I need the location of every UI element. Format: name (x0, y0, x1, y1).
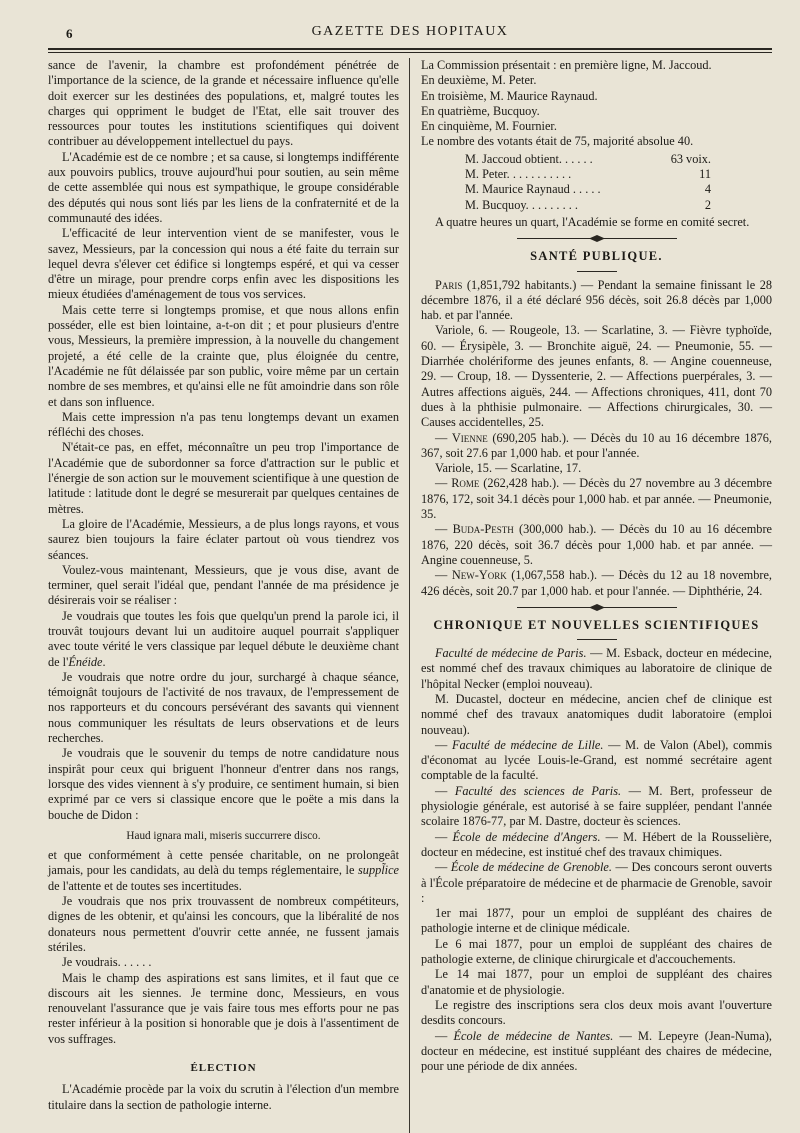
text-run: (300,000 hab.). — Décès du 10 au 16 décembre 1876, 220 décès, soit 36.7 décès pour 1,000 hab. et par année. — Angine couenneuse, 5. (421, 522, 772, 567)
city-name: New-York (451, 568, 507, 583)
city-name: Vienne (451, 430, 488, 445)
vote-count: 11 (699, 167, 711, 182)
paragraph: A quatre heures un quart, l'Académie se forme en comité secret. (435, 214, 750, 229)
italic-institution: École de médecine de Nantes. (453, 1028, 614, 1043)
header-rule (48, 48, 772, 50)
paragraph: Je voudrais que le souvenir du temps de notre candidature nous inspirât pour ceux qui briguent l'honneur d'entrer dans nos rangs, lorsque des vides viennent à s'y produire, ce sentiment humain, si bien exprimé par ce vers si classique encore que le poëte a mis dans la bouche de Didon : (48, 746, 399, 822)
paragraph: — Vienne (690,205 hab.). — Décès du 10 au 16 décembre 1876, 367, soit 27.6 par 1,000 hab. et pour l'année. (421, 430, 772, 460)
paragraph: En deuxième, M. Peter. (421, 73, 537, 88)
paragraph: — École de médecine d'Angers. — M. Hébert de la Rousselière, docteur en médecine, est institué chef des travaux chimiques. (421, 829, 773, 859)
italic-institution: École de médecine d'Angers. (452, 829, 601, 844)
left-column (48, 58, 399, 1113)
text-run: — M. de Valon (Abel), commis d'économat au lycée Louis-le-Grand, est nommé secrétaire agent comptable de la faculté. (421, 737, 772, 783)
right-column (421, 58, 772, 1113)
city-name: Paris (435, 277, 463, 292)
text-run: — M. Esback, docteur en médecine, est nommé chef des travaux chimiques au laboratoire de clinique de l'hôpital Necker (emploi nouveau). (421, 646, 772, 691)
column-divider (409, 58, 410, 1133)
paragraph: Je voudrais que notre ordre du jour, surchargé à chaque séance, témoignât toujours de l'activité de nos travaux, de l'empressement de nos rapporteurs et du concours persévérant des savants qui viennent nous communiquer les résultats de leurs observations et de leurs recherches. (48, 669, 399, 746)
paragraph: L'Académie est de ce nombre ; et sa cause, si longtemps indifférente aux pouvoirs publics, trouve aujourd'hui pour soutien, au sein même de cette assemblée qui nous est sympathique, le groupe considérable des députés qui nous sont liés par les liens de la confraternité et de la communauté des idées. (48, 149, 399, 225)
ornamental-rule (517, 234, 677, 243)
paragraph: Le registre des inscriptions sera clos deux mois avant l'ouverture desdits concours. (421, 997, 772, 1028)
paragraph: M. Ducastel, docteur en médecine, ancien chef de clinique est nommé chef des travaux anatomiques dudit laboratoire (emploi nouveau). (421, 691, 772, 737)
paragraph: — New-York (1,067,558 hab.). — Décès du 12 au 18 novembre, 426 décès, soit 20.7 par 1,000 hab. et pour l'année. — Diphthérie, 24. (421, 568, 773, 598)
paragraph: — Faculté de médecine de Lille. — M. de Valon (Abel), commis d'économat au lycée Louis-le-Grand, est nommé secrétaire agent comptable de la faculté. (421, 737, 772, 783)
paragraph: La gloire de l'Académie, Messieurs, a de plus longs rayons, et vous saurez bien toujours la faire éclater partout où vous tiendrez vos séances. (48, 516, 399, 562)
candidate-name: M. Jaccoud obtient. . . . . . (465, 151, 593, 166)
text-run: (1,851,792 habitants.) — Pendant la semaine finissant le 28 décembre 1876, il a été déclaré 956 décès, soit 26.8 décès par 1,000 hab. et par l'année. (421, 277, 772, 323)
paragraph: Le nombre des votants était de 75, majorité absolue 40. (421, 134, 694, 149)
text-run: (262,428 hab.). — Décès du 27 novembre au 3 décembre 1876, 172, soit 34.1 décès pour 1,000 hab. et par année. — Pneumonie, 35. (421, 476, 772, 522)
vote-row (465, 152, 711, 167)
paragraph: Je voudrais que nos prix trouvassent de nombreux compétiteurs, dignes de les obtenir, et qu'ainsi les concours, que la libéralité de nos donateurs nous permettent d'ouvrir cette année, ne fussent jamais stériles. (48, 894, 399, 954)
header-rule-thin (48, 52, 772, 53)
city-name: Rome (451, 476, 480, 491)
text-run: — M. Hébert de la Rousselière, docteur en médecine, est institué chef des travaux chimiques. (421, 829, 773, 859)
paragraph: sance de l'avenir, la chambre est profondément pénétrée de l'importance de la science, de la grande et nécessaire influence qu'elle doit exercer sur les destinées des populations, et, malgré toutes les charges qui oppriment le budget de l'Etat, elle sait trouver des ressources pour toutes les institutions scientifiques qui doivent contribuer au développement intellectuel du pays. (48, 58, 399, 149)
text-run: — M. Bert, professeur de physiologie générale, est autorisé à se faire suppléer, pendant l'année scolaire 1876-77, par M. Dastre, docteur ès sciences. (421, 783, 773, 829)
paragraph: — École de médecine de Grenoble. — Des concours seront ouverts à l'École préparatoire de médecine et de pharmacie de Grenoble, savoir : (421, 860, 772, 905)
paragraph: Mais cette terre si longtemps promise, et que nous allons enfin posséder, elle est bien lointaine, a-t-on dit ; et pour plusieurs d'entre vous, Messieurs, la première impression, à la nouvelle du changement projeté, a été celle de la crainte que, plus éloignée du centre, l'Académie ne fût délaissée par son public, voire même par un certain nombre de ses membres, et qu'ainsi elle ne fût amoindrie dans son rôle et dans son influence. (48, 302, 399, 409)
vote-row (465, 167, 711, 182)
paragraph: N'était-ce pas, en effet, méconnaître un peu trop l'importance de l'Académie que de subordonner sa force d'attraction sur le public et l'énergie de son action sur le mouvement scientifique à une question de latitude : latitude dont le degré se mesurerait par quelques centaines de mètres. (48, 440, 399, 516)
vote-row (465, 198, 711, 213)
text-run: . (102, 654, 106, 669)
paragraph: Mais le champ des aspirations est sans limites, et il faut que ce discours ait les siennes. Je termine donc, Messieurs, en vous renouvelant l'assurance que je vais faire tous mes efforts pour ne pas rester inférieur à la position si honorable que je dois à l'assentiment de vos suffrages. (48, 970, 399, 1046)
paragraph (48, 609, 399, 670)
text-run: de l'attente et de toutes ses incertitudes. (48, 878, 242, 893)
page-header (48, 0, 772, 58)
text-run: Je voudrais que toutes les fois que quelqu'un prend la parole ici, il trouvât toujours devant lui un auditoire auquel pourrait s'appliquer avec toute vérité le vers classique par lequel débute le deuxième chant de l' (48, 608, 399, 669)
vote-count: 4 (704, 182, 711, 197)
heading-underline (577, 639, 617, 640)
paragraph: Le 6 mai 1877, pour un emploi de suppléant des chaires de pathologie externe, de clinique chirurgicale et d'accouchements. (421, 936, 772, 967)
paragraph: Voulez-vous maintenant, Messieurs, que je vous dise, avant de terminer, quel serait l'idéal que, pendant l'année de ma présidence je désirerais voir se réaliser : (48, 562, 399, 608)
candidate-name: M. Peter. . . . . . . . . . . (465, 167, 572, 182)
paragraph: 1er mai 1877, pour un emploi de suppléant des chaires de pathologie interne et de clinique médicale. (421, 906, 772, 936)
vote-row (465, 182, 711, 197)
paragraph: L'Académie procède par la voix du scrutin à l'élection d'un membre titulaire dans la section de pathologie interne. (48, 1082, 399, 1112)
italic-institution: Faculté de médecine de Paris. (435, 646, 587, 661)
chronique-heading: CHRONIQUE ET NOUVELLES SCIENTIFIQUES (433, 617, 760, 632)
paragraph (48, 848, 399, 894)
italic-institution: Faculté des sciences de Paris. (454, 783, 622, 798)
paragraph: — Rome (262,428 hab.). — Décès du 27 novembre au 3 décembre 1876, 172, soit 34.1 décès pour 1,000 hab. et par année. — Pneumonie, 35. (421, 476, 772, 522)
vote-count: 63 voix. (670, 151, 711, 166)
ornamental-rule (517, 603, 677, 612)
paragraph: — Buda-Pesth (300,000 hab.). — Décès du 10 au 16 décembre 1876, 220 décès, soit 36.7 décès pour 1,000 hab. et par année. — Angine couenneuse, 5. (421, 522, 772, 567)
paragraph: En quatrième, Bucquoy. (421, 103, 540, 118)
text-run: — M. Lepeyre (Jean-Numa), docteur en médecine, est institué suppléant des chaires de médecine, pour une période de dix années. (421, 1028, 773, 1074)
text-run: (690,205 hab.). — Décès du 10 au 16 décembre 1876, 367, soit 27.6 par 1,000 hab. et pour l'année. (421, 430, 772, 460)
paragraph: Variole, 15. — Scarlatine, 17. (435, 461, 582, 476)
journal-title: GAZETTE DES HOPITAUX (311, 24, 509, 39)
candidate-name: M. Bucquoy. . . . . . . . . (465, 197, 578, 212)
city-name: Buda-Pesth (452, 522, 514, 537)
italic-institution: Faculté de médecine de Lille. (451, 737, 604, 752)
sante-publique-heading: SANTÉ PUBLIQUE. (530, 249, 663, 264)
italic-word: suppl̃ice (358, 863, 399, 878)
paragraph (421, 278, 772, 324)
italic-title: Énéide (68, 654, 103, 669)
candidate-name: M. Maurice Raynaud . . . . . (465, 182, 601, 197)
vote-count: 2 (704, 197, 711, 212)
paragraph: En troisième, M. Maurice Raynaud. (421, 88, 598, 103)
two-column-body (48, 58, 772, 1113)
paragraph: La Commission présentait : en première ligne, M. Jaccoud. (421, 58, 712, 72)
paragraph: — Faculté des sciences de Paris. — M. Bert, professeur de physiologie générale, est autorisé à se faire suppléer, pendant l'année scolaire 1876-77, par M. Dastre, docteur ès sciences. (421, 783, 773, 829)
page-number: 6 (66, 26, 73, 41)
paragraph: Je voudrais. . . . . . (62, 955, 152, 970)
paragraph: Variole, 6. — Rougeole, 13. — Scarlatine, 3. — Fièvre typhoïde, 60. — Érysipèle, 3. — Bronchite aiguë, 24. — Pneumonie, 55. — Diarrhée cholériforme des jeunes enfants, 8. — Angine couenneuse, 29. — Croup, 18. — Dyssenterie, 2. — Affections puerpérales, 3. — Autres affections aiguës, 244. — Affections chroniques, 411, dont 70 dues à la phthisie pulmonaire. — Affections chirurgicales, 30. — Causes accidentelles, 25. (421, 323, 772, 430)
paragraph: L'efficacité de leur intervention vient de se manifester, vous le savez, Messieurs, par la concession qui nous a été faite du terrain sur lequel devra s'élever cet édifice si longtemps espéré, et qui va cesser d'être un mirage, pour prendre corps enfin avec les dispositions les mieux étudiées d'aménagement de tous vos services. (48, 226, 399, 302)
paragraph: — École de médecine de Nantes. — M. Lepeyre (Jean-Numa), docteur en médecine, est institué suppléant des chaires de médecine, pour une période de dix années. (421, 1028, 773, 1074)
italic-institution: École de médecine de Grenoble. (450, 860, 612, 875)
election-heading: ÉLECTION (190, 1062, 257, 1074)
paragraph: Mais cette impression n'a pas tenu longtemps devant un examen réfléchi des choses. (48, 409, 399, 440)
paragraph: Le 14 mai 1877, pour un emploi de suppléant des chaires d'anatomie et de physiologie. (421, 967, 772, 997)
heading-underline (577, 271, 617, 272)
paragraph: En cinquième, M. Fournier. (421, 119, 557, 134)
text-run: et que conformément à cette pensée charitable, on ne prolongeât jamais, pour les candidats, au delà du temps réglementaire, le (48, 848, 399, 878)
vote-table (465, 152, 772, 213)
latin-quote: Haud ignara mali, miseris succurrere disco. (126, 829, 321, 842)
paragraph (421, 646, 772, 692)
text-run: (1,067,558 hab.). — Décès du 12 au 18 novembre, 426 décès, soit 20.7 par 1,000 hab. et pour l'année. — Diphthérie, 24. (421, 568, 773, 598)
text-run: — Des concours seront ouverts à l'École préparatoire de médecine et de pharmacie de Grenoble, savoir : (421, 860, 772, 905)
